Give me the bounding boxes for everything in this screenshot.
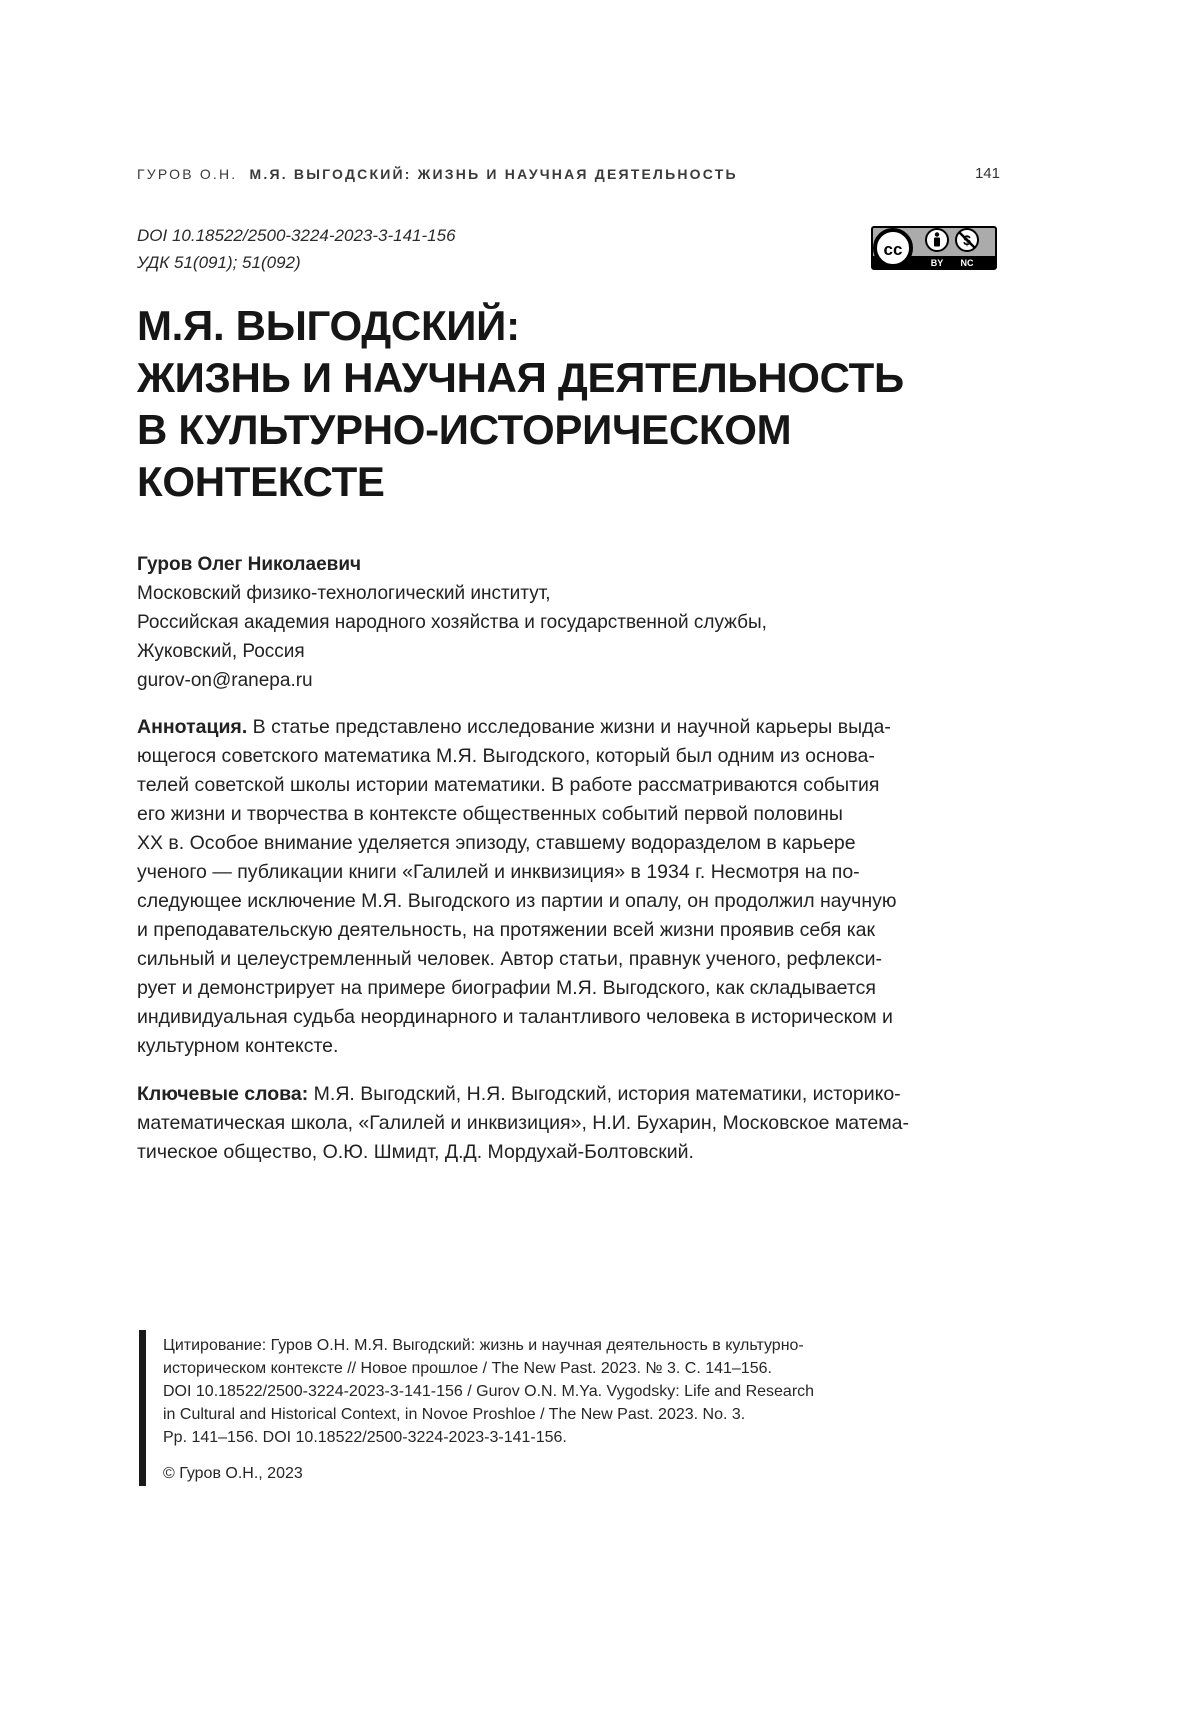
abstract-line: сильный и целеустремленный человек. Автор статьи, правнук ученого, рефлекси- — [137, 945, 997, 974]
abstract-line: ющегося советского математика М.Я. Выгодского, который был одним из основа- — [137, 742, 997, 771]
title-line: В КУЛЬТУРНО-ИСТОРИЧЕСКОМ — [137, 404, 1037, 456]
abstract-label: Аннотация. — [137, 716, 247, 738]
author-affiliation: Московский физико-технологический институт, — [137, 579, 1037, 608]
cc-by-nc-icon — [871, 226, 997, 270]
citation-line: Цитирование: Гуров О.Н. М.Я. Выгодский: жизнь и научная деятельность в культурно- — [163, 1334, 1003, 1357]
abstract-line: индивидуальная судьба неординарного и талантливого человека в историческом и — [137, 1003, 997, 1032]
title-line: КОНТЕКСТЕ — [137, 456, 1037, 508]
author-name: Гуров Олег Николаевич — [137, 550, 1037, 579]
keywords-line: тическое общество, О.Ю. Шмидт, Д.Д. Мордухай-Болтовский. — [137, 1138, 997, 1167]
citation-block — [163, 1334, 1003, 1449]
abstract-line: следующее исключение М.Я. Выгодского из партии и опалу, он продолжил научную — [137, 887, 997, 916]
author-location: Жуковский, Россия — [137, 637, 1037, 666]
citation-divider — [139, 1330, 146, 1486]
svg-text:cc: cc — [884, 240, 903, 259]
article-meta — [137, 222, 456, 276]
cc-by-label: BY — [931, 258, 944, 268]
keywords-label: Ключевые слова: — [137, 1083, 308, 1105]
author-affiliation: Российская академия народного хозяйства и государственной службы, — [137, 608, 1037, 637]
abstract-line: телей советской школы истории математики. В работе рассматриваются события — [137, 771, 997, 800]
running-head — [137, 166, 997, 182]
abstract — [137, 713, 997, 1061]
doi: DOI 10.18522/2500-3224-2023-3-141-156 — [137, 222, 456, 249]
abstract-line: рует и демонстрирует на примере биографии М.Я. Выгодского, как складывается — [137, 974, 997, 1003]
title-line: ЖИЗНЬ И НАУЧНАЯ ДЕЯТЕЛЬНОСТЬ — [137, 352, 1037, 404]
keywords — [137, 1080, 997, 1167]
copyright: © Гуров О.Н., 2023 — [163, 1465, 303, 1483]
cc-nc-label: NC — [961, 258, 974, 268]
keywords-line: Ключевые слова: М.Я. Выгодский, Н.Я. Выгодский, история математики, историко- — [137, 1080, 997, 1109]
abstract-line: и преподавательскую деятельность, на протяжении всей жизни проявив себя как — [137, 916, 997, 945]
abstract-line: ученого — публикации книги «Галилей и инквизиция» в 1934 г. Несмотря на по- — [137, 858, 997, 887]
author-email[interactable]: gurov-on@ranepa.ru — [137, 666, 1037, 695]
citation-line: in Cultural and Historical Context, in Novoe Proshloe / The New Past. 2023. No. 3. — [163, 1403, 1003, 1426]
abstract-line: XX в. Особое внимание уделяется эпизоду, ставшему водоразделом в карьере — [137, 829, 997, 858]
author-block — [137, 550, 1037, 695]
citation-line: Pp. 141–156. DOI 10.18522/2500-3224-2023-3-141-156. — [163, 1426, 1003, 1449]
title-line: М.Я. ВЫГОДСКИЙ: — [137, 300, 1037, 352]
udk: УДК 51(091); 51(092) — [137, 249, 456, 276]
running-head-author: ГУРОВ О.Н. — [137, 166, 237, 182]
citation-line: историческом контексте // Новое прошлое / The New Past. 2023. № 3. С. 141–156. — [163, 1357, 1003, 1380]
page-number: 141 — [960, 165, 1000, 182]
running-head-title: М.Я. ВЫГОДСКИЙ: ЖИЗНЬ И НАУЧНАЯ ДЕЯТЕЛЬНОСТЬ — [250, 166, 738, 182]
abstract-line: культурном контексте. — [137, 1032, 997, 1061]
article-title — [137, 300, 1037, 508]
abstract-line: его жизни и творчества в контексте общественных событий первой половины — [137, 800, 997, 829]
abstract-line: Аннотация. В статье представлено исследование жизни и научной карьеры выда- — [137, 713, 997, 742]
citation-line: DOI 10.18522/2500-3224-2023-3-141-156 / Gurov O.N. M.Ya. Vygodsky: Life and Research — [163, 1380, 1003, 1403]
keywords-line: математическая школа, «Галилей и инквизиция», Н.И. Бухарин, Московское матема- — [137, 1109, 997, 1138]
